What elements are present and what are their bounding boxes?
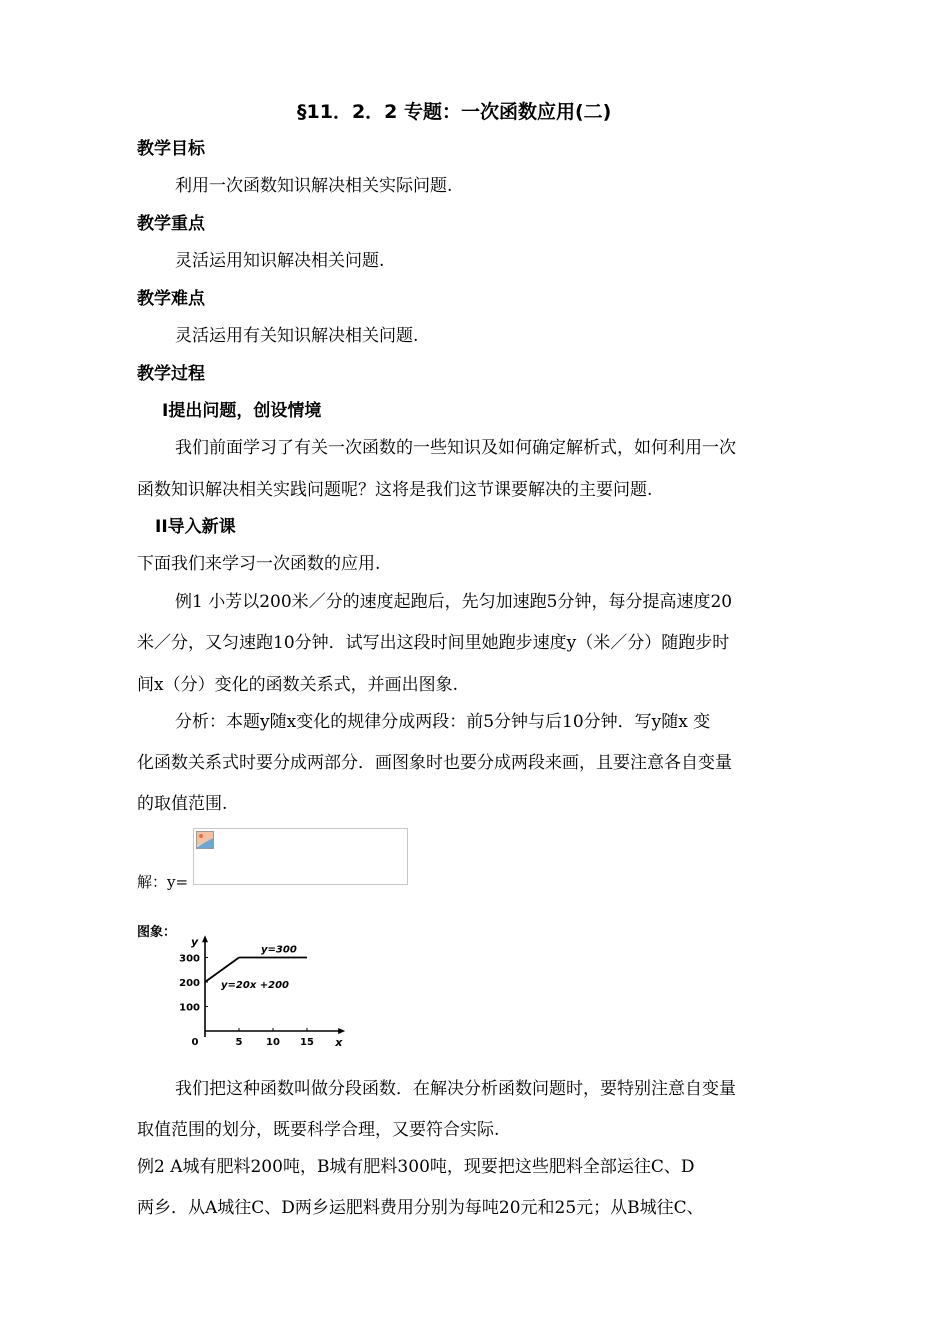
- y-tick-label: 200: [179, 978, 200, 989]
- x-tick-label: 5: [235, 1037, 243, 1048]
- piecewise-function-graph: [170, 918, 350, 1053]
- example-2-line-1: 例2 A城有肥料200吨，B城有肥料300吨，现要把这些肥料全部运往C、D: [137, 1157, 695, 1177]
- heading-difficulty: 教学难点: [137, 289, 205, 309]
- x-tick-label: 10: [266, 1037, 280, 1048]
- broken-image-placeholder: [193, 828, 408, 885]
- series-line-1: [205, 958, 239, 983]
- teaching-goal-text: 利用一次函数知识解决相关实际问题.: [175, 176, 453, 196]
- example-2-line-2: 两乡．从A城往C、D两乡运肥料费用分别为每吨20元和25元；从B城往C、: [137, 1198, 704, 1218]
- example-1-line-1: 例1 小芳以200米／分的速度起跑后，先匀加速跑5分钟，每分提高速度20: [175, 592, 733, 612]
- y-tick-label: 300: [179, 953, 200, 965]
- x-tick-label: 0: [191, 1037, 199, 1048]
- paragraph-3-line-2: 取值范围的划分，既要科学合理，又要符合实际.: [137, 1120, 500, 1140]
- solution-label: 解：y=: [137, 873, 189, 891]
- graph-series: [205, 958, 307, 983]
- example-1-line-2: 米／分，又匀速跑10分钟．试写出这段时间里她跑步速度y（米／分）随跑步时: [137, 633, 730, 653]
- y-axis-arrow: [202, 935, 208, 942]
- heading-key-point: 教学重点: [137, 214, 205, 234]
- example-1-line-3: 间x（分）变化的函数关系式，并画出图象.: [137, 675, 458, 695]
- key-point-text: 灵活运用知识解决相关问题.: [175, 251, 385, 271]
- x-axis-label: x: [335, 1036, 343, 1049]
- y-tick-label: 100: [179, 1002, 200, 1014]
- x-tick-label: 15: [300, 1037, 314, 1048]
- graph-label: 图象：: [137, 925, 177, 940]
- section-2-heading: II导入新课: [155, 517, 236, 537]
- heading-teaching-goal: 教学目标: [137, 139, 205, 159]
- graph-ticks: [179, 954, 314, 1049]
- paragraph-1-line-2: 函数知识解决相关实践问题呢？这将是我们这节课要解决的主要问题.: [137, 480, 653, 500]
- x-axis-arrow: [338, 1028, 345, 1034]
- heading-process: 教学过程: [137, 364, 205, 384]
- y-axis-label: y: [191, 935, 199, 949]
- paragraph-3-line-1: 我们把这种函数叫做分段函数．在解决分析函数问题时，要特别注意自变量: [175, 1079, 736, 1099]
- graph-labels: [191, 935, 343, 1049]
- analysis-line-1: 分析：本题y随x变化的规律分成两段：前5分钟与后10分钟．写y随x 变: [175, 712, 711, 732]
- series-label-1: y=20x +200: [221, 980, 289, 991]
- paragraph-2: 下面我们来学习一次函数的应用.: [137, 554, 381, 574]
- paragraph-1-line-1: 我们前面学习了有关一次函数的一些知识及如何确定解析式，如何利用一次: [175, 438, 736, 458]
- analysis-line-2: 化函数关系式时要分成两部分．画图象时也要分成两段来画，且要注意各自变量: [137, 753, 732, 773]
- difficulty-text: 灵活运用有关知识解决相关问题.: [175, 326, 419, 346]
- analysis-line-3: 的取值范围.: [137, 794, 228, 814]
- section-1-heading: I提出问题，创设情境: [162, 401, 322, 421]
- broken-image-icon: [196, 831, 214, 849]
- series-label-2: y=300: [261, 944, 297, 956]
- page-title: §11．2．2 专题：一次函数应用(二): [297, 101, 612, 123]
